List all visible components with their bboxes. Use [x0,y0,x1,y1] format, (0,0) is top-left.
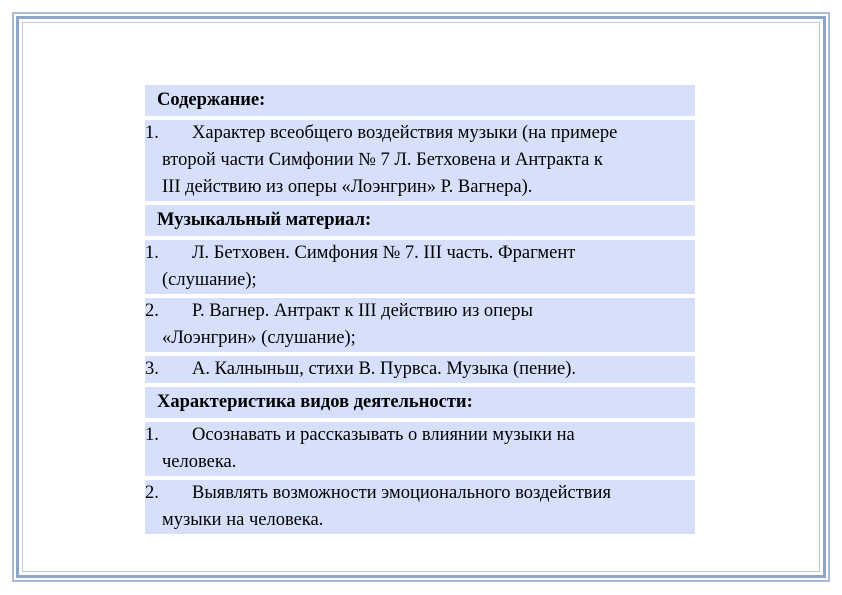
list-item-line: человека. [162,452,237,472]
list-item-number: 1. [145,425,159,445]
list-item-line: Осознавать и рассказывать о влиянии музыки на [192,425,575,445]
list-item [145,240,695,294]
section-heading-content: Содержание: [157,90,266,110]
list-item-number: 1. [145,243,159,263]
list-item-number: 1. [145,123,159,143]
list-item-line: музыки на человека. [162,510,324,530]
list-item-line: (слушание); [162,270,257,290]
list-item-number: 2. [145,483,159,503]
list-item-line: «Лоэнгрин» (слушание); [162,328,356,348]
slide-content [145,85,695,538]
section-heading-block [145,85,695,116]
list-item [145,480,695,534]
list-item [145,422,695,476]
list-item [145,356,695,383]
list-item-number: 2. [145,301,159,321]
section-heading-music: Музыкальный материал: [157,210,372,230]
list-item-line: Л. Бетховен. Симфония № 7. III часть. Фрагмент [192,243,576,263]
section-heading-block [145,387,695,418]
list-item-line: Характер всеобщего воздействия музыки (на примере [192,123,618,143]
section-heading-activities: Характеристика видов деятельности: [157,392,473,412]
list-item-line: Выявлять возможности эмоционального воздействия [192,483,611,503]
list-item-line: второй части Симфонии № 7 Л. Бетховена и Антракта к [162,150,603,170]
list-item [145,298,695,352]
list-item-line: Р. Вагнер. Антракт к III действию из оперы [192,301,533,321]
list-item-line: III действию из оперы «Лоэнгрин» Р. Вагнера). [162,177,533,197]
list-item [145,120,695,201]
section-heading-block [145,205,695,236]
list-item-line: А. Калныньш, стихи В. Пурвса. Музыка (пение). [192,359,577,379]
list-item-number: 3. [145,359,159,379]
